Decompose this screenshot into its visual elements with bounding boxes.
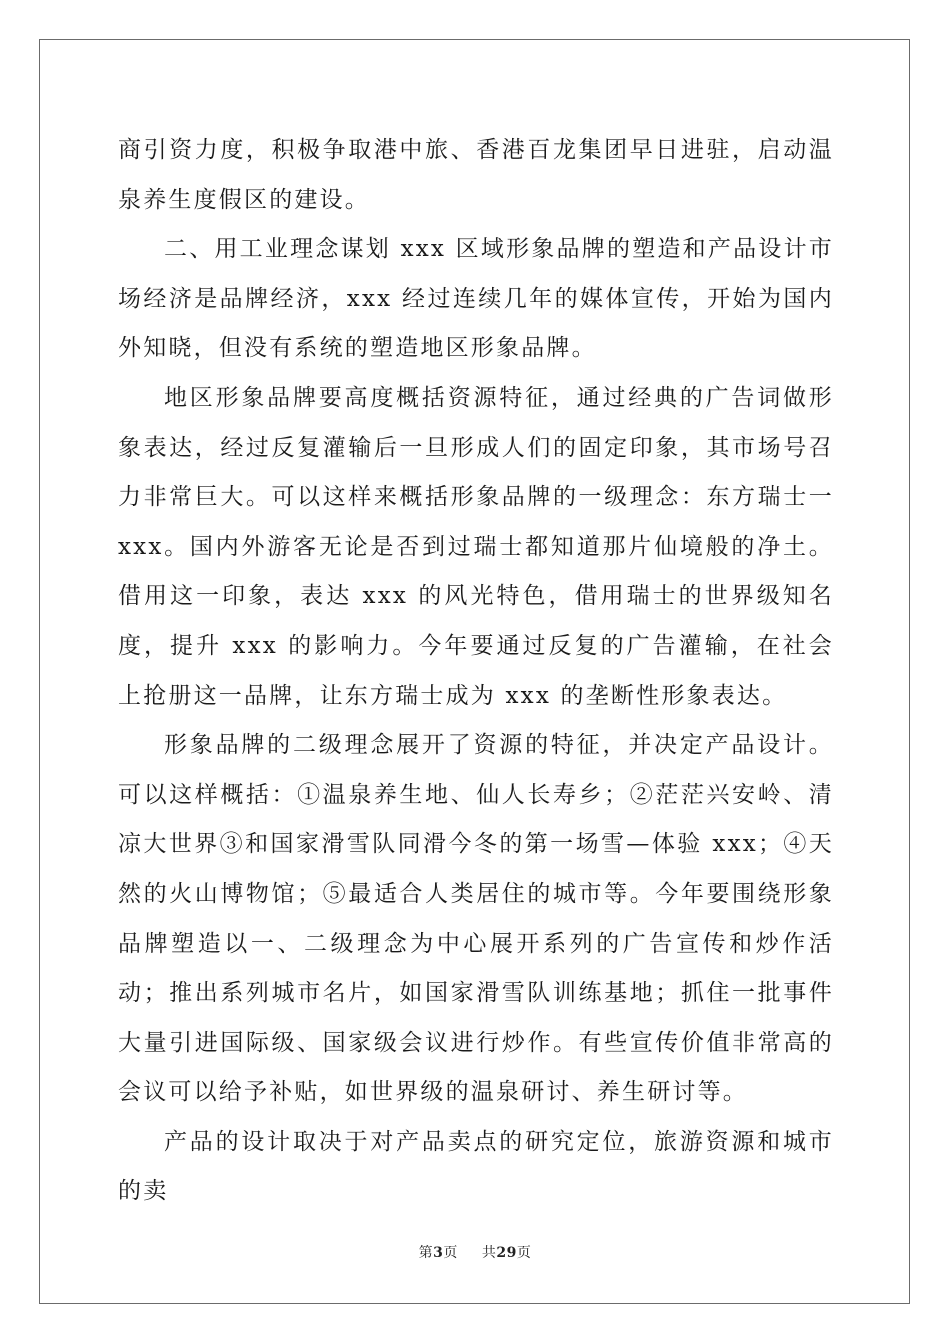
paragraph: 产品的设计取决于对产品卖点的研究定位，旅游资源和城市的卖 [118,1128,834,1205]
total-suffix: 页 [516,1245,532,1261]
page-suffix: 页 [443,1245,458,1261]
total-prefix: 共 [481,1245,497,1261]
total-pages-label [482,1245,531,1261]
page-prefix: 第 [418,1245,434,1261]
current-page-number: 3 [433,1245,444,1261]
paragraph: 商引资力度，积极争取港中旅、香港百龙集团早日进驻，启动温泉养生度假区的建设。 [118,137,834,213]
paragraph: 二、用工业理念谋划 xxx 区域形象品牌的塑造和产品设计市场经济是品牌经济，xxx 经过连续几年的媒体宣传，开始为国内外知晓，但没有系统的塑造地区形象品牌。 [118,236,834,362]
paragraph: 形象品牌的二级理念展开了资源的特征，并决定产品设计。可以这样概括：①温泉养生地、仙人长寿乡；②茫茫兴安岭、清凉大世界③和国家滑雪队同滑今冬的第一场雪—体验 xxx；④天然的火山博物馆；⑤最适合人类居住的城市等。今年要围绕形象品牌塑造以一、二级理念为中心展开系列的广告宣传和炒作活动；推出系列城市名片，如国家滑雪队训练基地；抓住一批事件大量引进国际级、国家级会议进行炒作。有些宣传价值非常高的会议可以给予补贴，如世界级的温泉研讨、养生研讨等。 [118,732,834,1106]
total-page-number: 29 [496,1245,517,1261]
paragraph: 地区形象品牌要高度概括资源特征，通过经典的广告词做形象表达，经过反复灌输后一旦形成人们的固定印象，其市场号召力非常巨大。可以这样来概括形象品牌的一级理念：东方瑞士一xxx。国内外游客无论是否到过瑞士都知道那片仙境般的净土。借用这一印象，表达 xxx 的风光特色，借用瑞士的世界级知名度，提升 xxx 的影响力。今年要通过反复的广告灌输，在社会上抢册这一品牌，让东方瑞士成为 xxx 的垄断性形象表达。 [118,384,834,709]
page-number-label [419,1245,463,1261]
document-body [118,126,834,1217]
page-footer [0,1242,950,1262]
